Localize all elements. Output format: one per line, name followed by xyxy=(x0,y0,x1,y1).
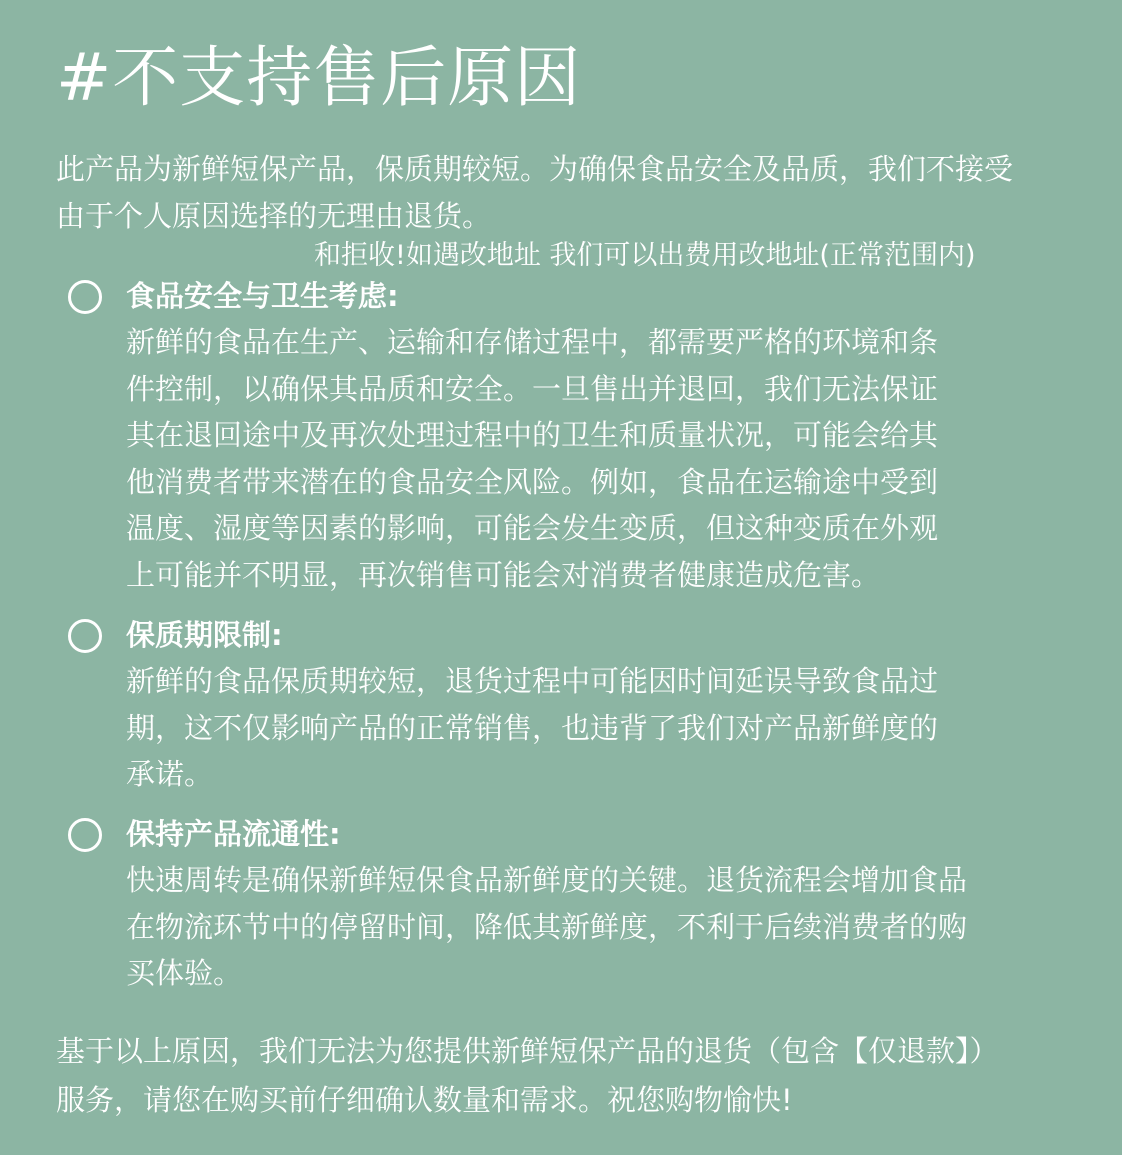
section-line: 新鲜的食品保质期较短，退货过程中可能因时间延误导致食品过 xyxy=(126,664,939,698)
conclusion-line: 基于以上原因，我们无法为您提供新鲜短保产品的退货（包含【仅退款】） xyxy=(56,1034,999,1068)
section-body xyxy=(126,857,967,997)
section-line: 买体验。 xyxy=(126,956,243,990)
section-line: 其在退回途中及再次处理过程中的卫生和质量状况，可能会给其 xyxy=(126,418,939,452)
conclusion-paragraph xyxy=(56,1027,999,1125)
section-body xyxy=(126,319,938,598)
page-title: #不支持售后原因 xyxy=(56,39,582,116)
section-heading: 保质期限制: xyxy=(126,618,283,652)
section-line: 在物流环节中的停留时间，降低其新鲜度，不利于后续消费者的购 xyxy=(126,909,968,944)
circle-icon xyxy=(68,619,102,653)
section-line: 他消费者带来潜在的食品安全风险。例如，食品在运输途中受到 xyxy=(126,464,939,499)
section-line: 新鲜的食品在生产、运输和存储过程中，都需要严格的环境和条 xyxy=(126,325,939,359)
section-line: 承诺。 xyxy=(126,757,214,791)
section-line: 件控制，以确保其品质和安全。一旦售出并退回，我们无法保证 xyxy=(126,371,939,406)
section-body xyxy=(126,658,938,798)
address-change-note: 和拒收!如遇改地址 我们可以出费用改地址(正常范围内) xyxy=(314,240,976,271)
circle-icon xyxy=(68,818,102,852)
circle-icon xyxy=(68,280,102,314)
section-heading: 保持产品流通性: xyxy=(126,817,341,851)
section-line: 上可能并不明显，再次销售可能会对消费者健康造成危害。 xyxy=(126,557,881,592)
intro-paragraph xyxy=(56,146,1096,240)
intro-line: 此产品为新鲜短保产品，保质期较短。为确保食品安全及品质，我们不接受 xyxy=(56,152,1014,186)
intro-line: 由于个人原因选择的无理由退货。 xyxy=(56,199,492,233)
conclusion-line: 服务，请您在购买前仔细确认数量和需求。祝您购物愉快! xyxy=(56,1083,793,1117)
section-line: 期，这不仅影响产品的正常销售，也违背了我们对产品新鲜度的 xyxy=(126,710,939,745)
section-heading: 食品安全与卫生考虑: xyxy=(126,279,399,313)
section-line: 快速周转是确保新鲜短保食品新鲜度的关键。退货流程会增加食品 xyxy=(126,863,968,897)
section-line: 温度、湿度等因素的影响，可能会发生变质，但这种变质在外观 xyxy=(126,511,939,545)
